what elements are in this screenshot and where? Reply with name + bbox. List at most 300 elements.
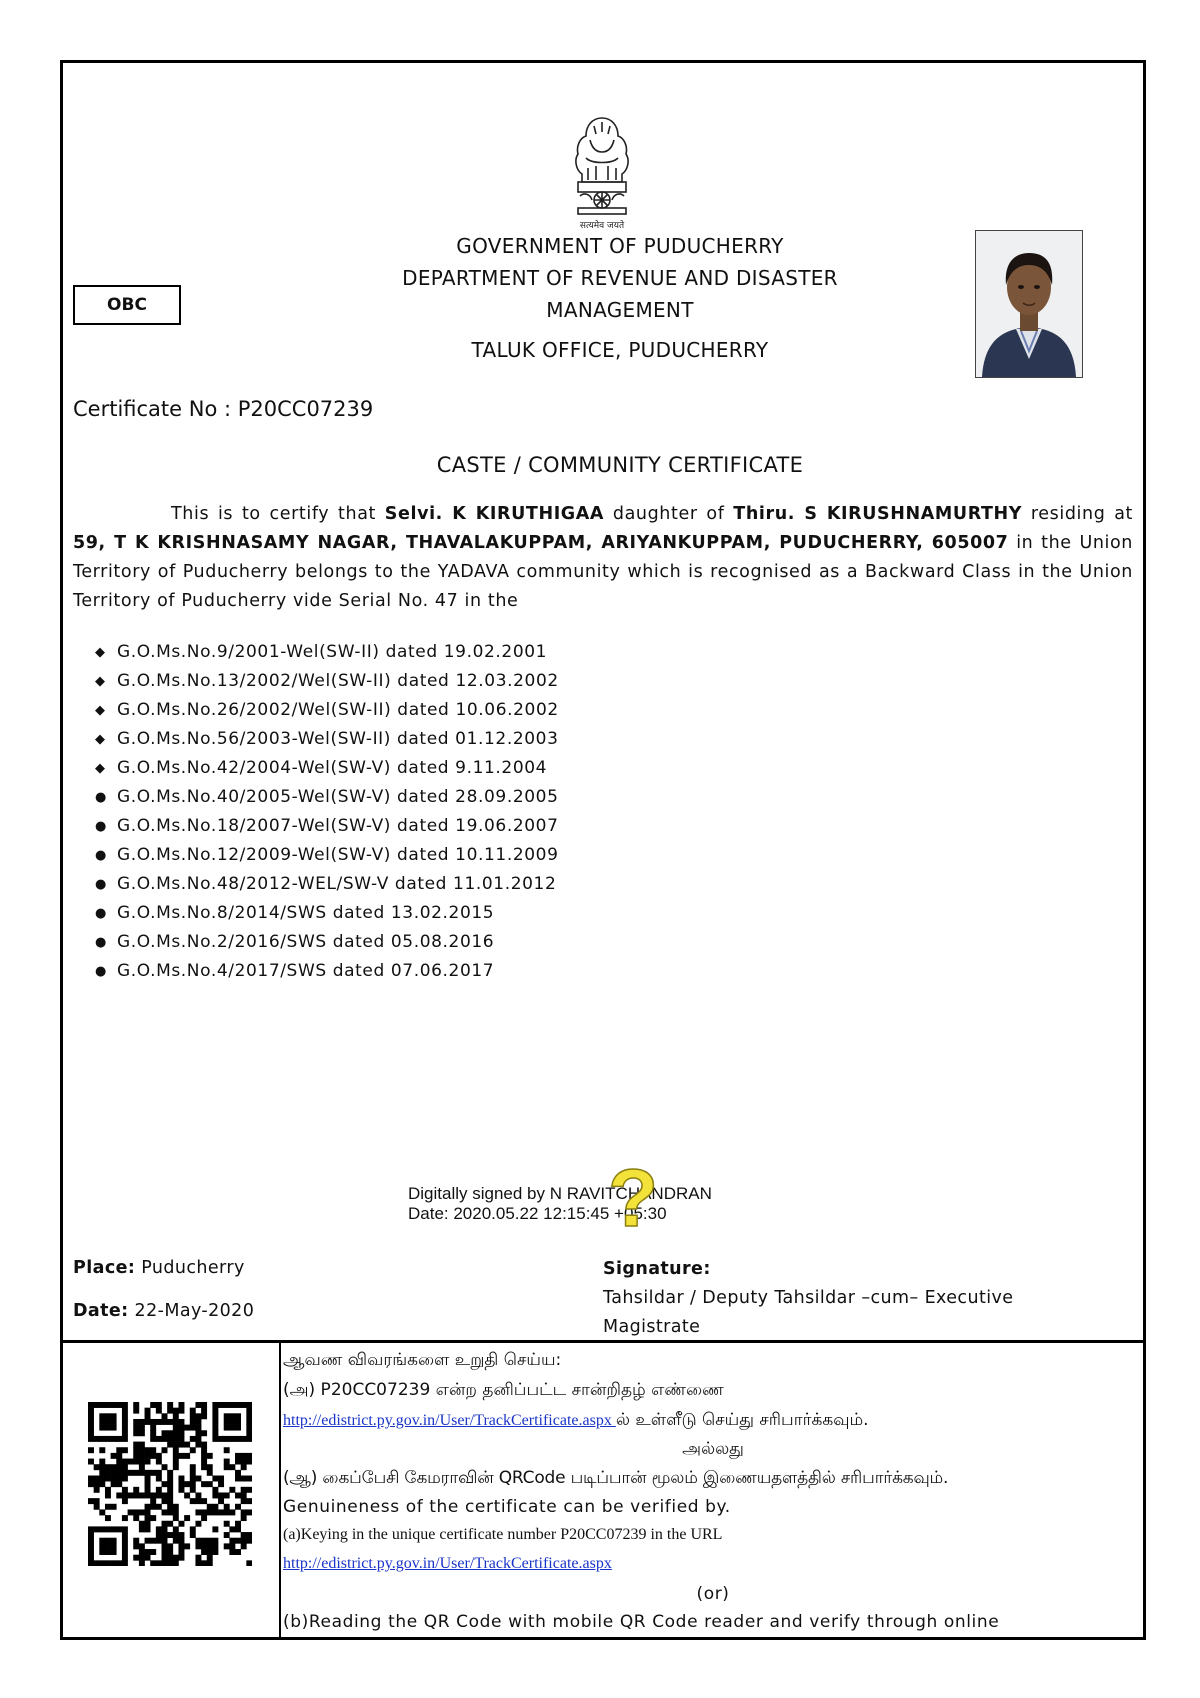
track-certificate-link-en[interactable]: http://edistrict.py.gov.in/User/TrackCertificate.aspx xyxy=(283,1555,612,1572)
qr-module xyxy=(150,1470,156,1476)
qr-module xyxy=(178,1425,184,1431)
qr-module xyxy=(167,1402,173,1408)
qr-module xyxy=(133,1453,139,1459)
qr-module xyxy=(173,1436,179,1442)
qr-module xyxy=(105,1538,111,1544)
qr-module xyxy=(162,1555,168,1561)
qr-module xyxy=(122,1447,128,1453)
qr-module xyxy=(99,1436,105,1442)
qr-module xyxy=(133,1515,139,1521)
circle-bullet-icon: ● xyxy=(95,790,107,805)
diamond-bullet-icon: ◆ xyxy=(95,674,106,689)
qr-module xyxy=(105,1515,111,1521)
qr-module xyxy=(145,1538,151,1544)
qr-module xyxy=(105,1492,111,1498)
qr-module xyxy=(246,1459,252,1465)
qr-module xyxy=(201,1481,207,1487)
qr-module xyxy=(116,1453,122,1459)
qr-module xyxy=(212,1413,218,1419)
qr-module xyxy=(184,1543,190,1549)
qr-module xyxy=(150,1504,156,1510)
qr-module xyxy=(167,1408,173,1414)
qr-module xyxy=(207,1555,213,1561)
qr-module xyxy=(241,1532,247,1538)
qr-module xyxy=(167,1543,173,1549)
qr-module xyxy=(145,1476,151,1482)
qr-module xyxy=(235,1492,241,1498)
qr-module xyxy=(99,1481,105,1487)
qr-module xyxy=(105,1470,111,1476)
qr-module xyxy=(201,1543,207,1549)
footer-divider xyxy=(60,1340,1146,1343)
qr-module xyxy=(224,1504,230,1510)
qr-module xyxy=(246,1538,252,1544)
qr-module xyxy=(167,1442,173,1448)
qr-module xyxy=(246,1419,252,1425)
verify-option-a-en: (a)Keying in the unique certificate number P20CC07239 in the URL xyxy=(283,1526,723,1543)
qr-module xyxy=(94,1498,100,1504)
qr-module xyxy=(246,1498,252,1504)
qr-module xyxy=(212,1436,218,1442)
qr-module xyxy=(224,1532,230,1538)
qr-module xyxy=(111,1543,117,1549)
qr-module xyxy=(122,1515,128,1521)
qr-module xyxy=(178,1453,184,1459)
qr-module xyxy=(88,1498,94,1504)
qr-module xyxy=(212,1402,218,1408)
qr-module xyxy=(190,1464,196,1470)
qr-module xyxy=(122,1436,128,1442)
verify-or-ta: அல்லது xyxy=(682,1439,744,1459)
list-item: ● G.O.Ms.No.18/2007-Wel(SW-V) dated 19.06.2007 xyxy=(93,812,559,841)
qr-module xyxy=(94,1476,100,1482)
diamond-bullet-icon: ◆ xyxy=(95,732,106,747)
qr-module xyxy=(145,1419,151,1425)
qr-module xyxy=(201,1464,207,1470)
qr-module xyxy=(150,1549,156,1555)
qr-module xyxy=(167,1549,173,1555)
qr-module xyxy=(218,1436,224,1442)
qr-module xyxy=(207,1543,213,1549)
qr-module xyxy=(128,1509,134,1515)
qr-module xyxy=(235,1476,241,1482)
qr-module xyxy=(241,1464,247,1470)
qr-module xyxy=(116,1436,122,1442)
qr-module xyxy=(224,1413,230,1419)
qr-module xyxy=(190,1498,196,1504)
qr-module xyxy=(88,1447,94,1453)
qr-module xyxy=(218,1402,224,1408)
qr-module xyxy=(212,1504,218,1510)
qr-module xyxy=(201,1402,207,1408)
qr-module xyxy=(133,1492,139,1498)
qr-module xyxy=(99,1543,105,1549)
qr-module xyxy=(150,1515,156,1521)
header-department-cont: MANAGEMENT xyxy=(546,298,694,322)
body-text-3: residing at xyxy=(1022,504,1133,524)
track-certificate-link[interactable]: http://edistrict.py.gov.in/User/TrackCertificate.aspx xyxy=(283,1412,616,1429)
qr-module xyxy=(246,1453,252,1459)
qr-module xyxy=(145,1453,151,1459)
qr-module xyxy=(162,1492,168,1498)
qr-module xyxy=(162,1549,168,1555)
qr-module xyxy=(229,1436,235,1442)
qr-module xyxy=(241,1543,247,1549)
qr-module xyxy=(99,1509,105,1515)
qr-module xyxy=(99,1526,105,1532)
qr-module xyxy=(195,1543,201,1549)
qr-module xyxy=(99,1549,105,1555)
qr-module xyxy=(173,1504,179,1510)
qr-module xyxy=(178,1543,184,1549)
qr-module xyxy=(162,1521,168,1527)
qr-module xyxy=(133,1470,139,1476)
qr-module xyxy=(224,1521,230,1527)
qr-module xyxy=(111,1549,117,1555)
qr-module xyxy=(195,1430,201,1436)
qr-module xyxy=(212,1476,218,1482)
qr-module xyxy=(133,1442,139,1448)
qr-module xyxy=(156,1526,162,1532)
qr-module xyxy=(201,1413,207,1419)
qr-module xyxy=(167,1532,173,1538)
qr-module xyxy=(150,1447,156,1453)
qr-module xyxy=(173,1442,179,1448)
qr-module xyxy=(195,1402,201,1408)
qr-module xyxy=(94,1487,100,1493)
qr-module xyxy=(224,1419,230,1425)
qr-module xyxy=(88,1481,94,1487)
qr-module xyxy=(116,1470,122,1476)
state-emblem-icon xyxy=(562,112,642,232)
qr-module xyxy=(241,1453,247,1459)
qr-module xyxy=(224,1543,230,1549)
qr-module xyxy=(133,1425,139,1431)
qr-module xyxy=(162,1430,168,1436)
qr-module xyxy=(122,1476,128,1482)
qr-module xyxy=(88,1425,94,1431)
qr-module xyxy=(167,1492,173,1498)
circle-bullet-icon: ● xyxy=(95,964,107,979)
qr-module xyxy=(178,1408,184,1414)
digital-signature-date: Date: 2020.05.22 12:15:45 +05:30 xyxy=(408,1204,667,1223)
qr-module xyxy=(122,1538,128,1544)
qr-module xyxy=(88,1436,94,1442)
qr-module xyxy=(88,1430,94,1436)
qr-module xyxy=(190,1470,196,1476)
digital-signature-signer: Digitally signed by N RAVITCHANDRAN xyxy=(408,1184,712,1203)
qr-module xyxy=(167,1481,173,1487)
qr-module xyxy=(173,1425,179,1431)
qr-module xyxy=(139,1560,145,1566)
qr-module xyxy=(150,1430,156,1436)
qr-module xyxy=(178,1481,184,1487)
qr-module xyxy=(241,1476,247,1482)
qr-module xyxy=(156,1538,162,1544)
qr-module xyxy=(116,1526,122,1532)
qr-module xyxy=(229,1419,235,1425)
qr-module xyxy=(150,1498,156,1504)
qr-module xyxy=(167,1498,173,1504)
qr-module xyxy=(184,1492,190,1498)
qr-module xyxy=(99,1538,105,1544)
qr-module xyxy=(94,1481,100,1487)
qr-module xyxy=(246,1487,252,1493)
header-government: GOVERNMENT OF PUDUCHERRY xyxy=(456,234,784,258)
qr-module xyxy=(145,1526,151,1532)
qr-module xyxy=(241,1402,247,1408)
qr-module xyxy=(178,1549,184,1555)
applicant-address: 59, T K KRISHNASAMY NAGAR, THAVALAKUPPAM, ARIYANKUPPAM, PUDUCHERRY, 605007 xyxy=(73,533,1009,553)
qr-module xyxy=(173,1453,179,1459)
qr-module xyxy=(139,1521,145,1527)
qr-module xyxy=(139,1555,145,1561)
body-text-4: in the Union Territory of Puducherry belongs to the YADAVA community which is recognised as a Backward Class in the Union Territory of Puducherry vide Serial No. 47 in the xyxy=(73,533,1133,611)
verify-option-b-ta: (ஆ) கைப்பேசி கேமராவின் QRCode படிப்பான் மூலம் இணையதளத்தில் சரிபார்க்கவும். xyxy=(283,1468,949,1488)
qr-module xyxy=(156,1408,162,1414)
qr-module xyxy=(111,1464,117,1470)
qr-module xyxy=(229,1526,235,1532)
qr-module xyxy=(235,1470,241,1476)
qr-module xyxy=(212,1425,218,1431)
list-item: ● G.O.Ms.No.8/2014/SWS dated 13.02.2015 xyxy=(93,899,559,928)
qr-module xyxy=(167,1430,173,1436)
qr-module xyxy=(116,1447,122,1453)
qr-module xyxy=(178,1436,184,1442)
qr-module xyxy=(105,1419,111,1425)
qr-module xyxy=(128,1492,134,1498)
qr-module xyxy=(99,1419,105,1425)
qr-module xyxy=(235,1526,241,1532)
qr-module xyxy=(133,1509,139,1515)
qr-module xyxy=(150,1425,156,1431)
qr-module xyxy=(150,1453,156,1459)
qr-module xyxy=(145,1459,151,1465)
qr-module xyxy=(122,1402,128,1408)
qr-module xyxy=(145,1509,151,1515)
list-item: ◆ G.O.Ms.No.42/2004-Wel(SW-V) dated 9.11.2004 xyxy=(93,754,559,783)
circle-bullet-icon: ● xyxy=(95,906,107,921)
qr-module xyxy=(241,1492,247,1498)
qr-module xyxy=(94,1504,100,1510)
qr-module xyxy=(167,1476,173,1482)
qr-module xyxy=(178,1521,184,1527)
qr-module xyxy=(224,1447,230,1453)
qr-module xyxy=(105,1487,111,1493)
qr-module xyxy=(156,1453,162,1459)
qr-code[interactable] xyxy=(88,1402,252,1566)
qr-module xyxy=(88,1408,94,1414)
qr-module xyxy=(99,1447,105,1453)
qr-module xyxy=(173,1532,179,1538)
qr-module xyxy=(111,1526,117,1532)
qr-module xyxy=(122,1549,128,1555)
qr-module xyxy=(241,1509,247,1515)
qr-module xyxy=(195,1560,201,1566)
qr-module xyxy=(94,1402,100,1408)
qr-module xyxy=(116,1560,122,1566)
verify-option-a-link-ta-row: http://edistrict.py.gov.in/User/TrackCertificate.aspx ல் உள்ளீடு செய்து சரிபார்க்கவும். xyxy=(283,1410,869,1430)
qr-module xyxy=(190,1487,196,1493)
qr-module xyxy=(167,1560,173,1566)
qr-module xyxy=(156,1504,162,1510)
qr-module xyxy=(167,1555,173,1561)
qr-module xyxy=(229,1464,235,1470)
qr-module xyxy=(105,1425,111,1431)
signature-validity-unknown-icon[interactable]: ? xyxy=(608,1153,659,1244)
circle-bullet-icon: ● xyxy=(95,935,107,950)
qr-module xyxy=(207,1509,213,1515)
qr-module xyxy=(224,1492,230,1498)
qr-module xyxy=(116,1481,122,1487)
signatory-designation: Tahsildar / Deputy Tahsildar –cum– Executive xyxy=(603,1288,1014,1308)
list-item: ◆ G.O.Ms.No.56/2003-Wel(SW-II) dated 01.12.2003 xyxy=(93,725,559,754)
qr-module xyxy=(195,1555,201,1561)
qr-module xyxy=(212,1408,218,1414)
qr-module xyxy=(218,1481,224,1487)
applicant-name: Selvi. K KIRUTHIGAA xyxy=(384,504,605,524)
qr-module xyxy=(133,1408,139,1414)
qr-module xyxy=(201,1498,207,1504)
qr-module xyxy=(133,1419,139,1425)
qr-module xyxy=(128,1459,134,1465)
qr-module xyxy=(111,1419,117,1425)
qr-module xyxy=(235,1453,241,1459)
qr-module xyxy=(156,1560,162,1566)
qr-module xyxy=(145,1555,151,1561)
qr-module xyxy=(156,1459,162,1465)
qr-module xyxy=(99,1476,105,1482)
qr-module xyxy=(145,1408,151,1414)
qr-module xyxy=(207,1560,213,1566)
qr-module xyxy=(190,1425,196,1431)
qr-module xyxy=(224,1436,230,1442)
qr-module xyxy=(167,1504,173,1510)
qr-module xyxy=(190,1419,196,1425)
qr-module xyxy=(212,1430,218,1436)
qr-module xyxy=(224,1425,230,1431)
qr-module xyxy=(162,1436,168,1442)
qr-module xyxy=(190,1526,196,1532)
qr-module xyxy=(162,1526,168,1532)
qr-module xyxy=(178,1538,184,1544)
qr-module xyxy=(241,1487,247,1493)
qr-module xyxy=(116,1402,122,1408)
qr-module xyxy=(178,1442,184,1448)
qr-module xyxy=(184,1515,190,1521)
qr-module xyxy=(105,1549,111,1555)
qr-module xyxy=(173,1408,179,1414)
list-item: ● G.O.Ms.No.12/2009-Wel(SW-V) dated 10.11.2009 xyxy=(93,841,559,870)
qr-module xyxy=(139,1453,145,1459)
qr-module xyxy=(195,1425,201,1431)
qr-module xyxy=(201,1459,207,1465)
qr-module xyxy=(229,1487,235,1493)
qr-module xyxy=(105,1476,111,1482)
qr-module xyxy=(241,1515,247,1521)
qr-module xyxy=(111,1425,117,1431)
list-item: ● G.O.Ms.No.2/2016/SWS dated 05.08.2016 xyxy=(93,928,559,957)
qr-module xyxy=(162,1543,168,1549)
applicant-photo xyxy=(975,230,1083,378)
qr-module xyxy=(133,1538,139,1544)
qr-module xyxy=(195,1436,201,1442)
diamond-bullet-icon: ◆ xyxy=(95,645,106,660)
qr-module xyxy=(173,1526,179,1532)
qr-module xyxy=(133,1430,139,1436)
qr-module xyxy=(178,1555,184,1561)
qr-module xyxy=(122,1419,128,1425)
qr-module xyxy=(88,1555,94,1561)
qr-module xyxy=(145,1470,151,1476)
government-orders-list xyxy=(93,638,559,986)
qr-module xyxy=(105,1464,111,1470)
list-item: ◆ G.O.Ms.No.26/2002/Wel(SW-II) dated 10.06.2002 xyxy=(93,696,559,725)
qr-module xyxy=(150,1560,156,1566)
qr-module xyxy=(150,1419,156,1425)
qr-module xyxy=(195,1413,201,1419)
qr-module xyxy=(162,1481,168,1487)
qr-module xyxy=(218,1498,224,1504)
qr-module xyxy=(218,1509,224,1515)
qr-module xyxy=(156,1419,162,1425)
verify-heading-en: Genuineness of the certificate can be verified by. xyxy=(283,1497,731,1517)
qr-module xyxy=(122,1430,128,1436)
qr-module xyxy=(139,1549,145,1555)
qr-module xyxy=(133,1447,139,1453)
qr-module xyxy=(145,1413,151,1419)
qr-module xyxy=(207,1470,213,1476)
verify-link-en-row xyxy=(283,1555,612,1573)
qr-module xyxy=(218,1476,224,1482)
qr-module xyxy=(190,1447,196,1453)
qr-module xyxy=(122,1487,128,1493)
qr-module xyxy=(99,1470,105,1476)
verify-or-en: (or) xyxy=(696,1584,730,1604)
qr-module xyxy=(195,1492,201,1498)
qr-module xyxy=(162,1560,168,1566)
list-item: ● G.O.Ms.No.48/2012-WEL/SW-V dated 11.01.2012 xyxy=(93,870,559,899)
qr-module xyxy=(207,1453,213,1459)
qr-module xyxy=(111,1476,117,1482)
qr-module xyxy=(241,1498,247,1504)
qr-module xyxy=(145,1447,151,1453)
qr-module xyxy=(235,1504,241,1510)
qr-module xyxy=(122,1470,128,1476)
qr-module xyxy=(162,1447,168,1453)
header-office: TALUK OFFICE, PUDUCHERRY xyxy=(471,338,769,362)
qr-module xyxy=(173,1509,179,1515)
qr-module xyxy=(201,1453,207,1459)
qr-module xyxy=(195,1509,201,1515)
qr-module xyxy=(99,1560,105,1566)
qr-module xyxy=(122,1425,128,1431)
qr-module xyxy=(178,1476,184,1482)
qr-module xyxy=(212,1538,218,1544)
qr-module xyxy=(207,1481,213,1487)
qr-module xyxy=(173,1430,179,1436)
qr-module xyxy=(212,1487,218,1493)
qr-module xyxy=(195,1498,201,1504)
qr-module xyxy=(224,1402,230,1408)
qr-module xyxy=(246,1532,252,1538)
qr-module xyxy=(99,1425,105,1431)
qr-module xyxy=(156,1487,162,1493)
qr-module xyxy=(145,1492,151,1498)
qr-module xyxy=(246,1560,252,1566)
qr-module xyxy=(195,1521,201,1527)
qr-module xyxy=(235,1419,241,1425)
